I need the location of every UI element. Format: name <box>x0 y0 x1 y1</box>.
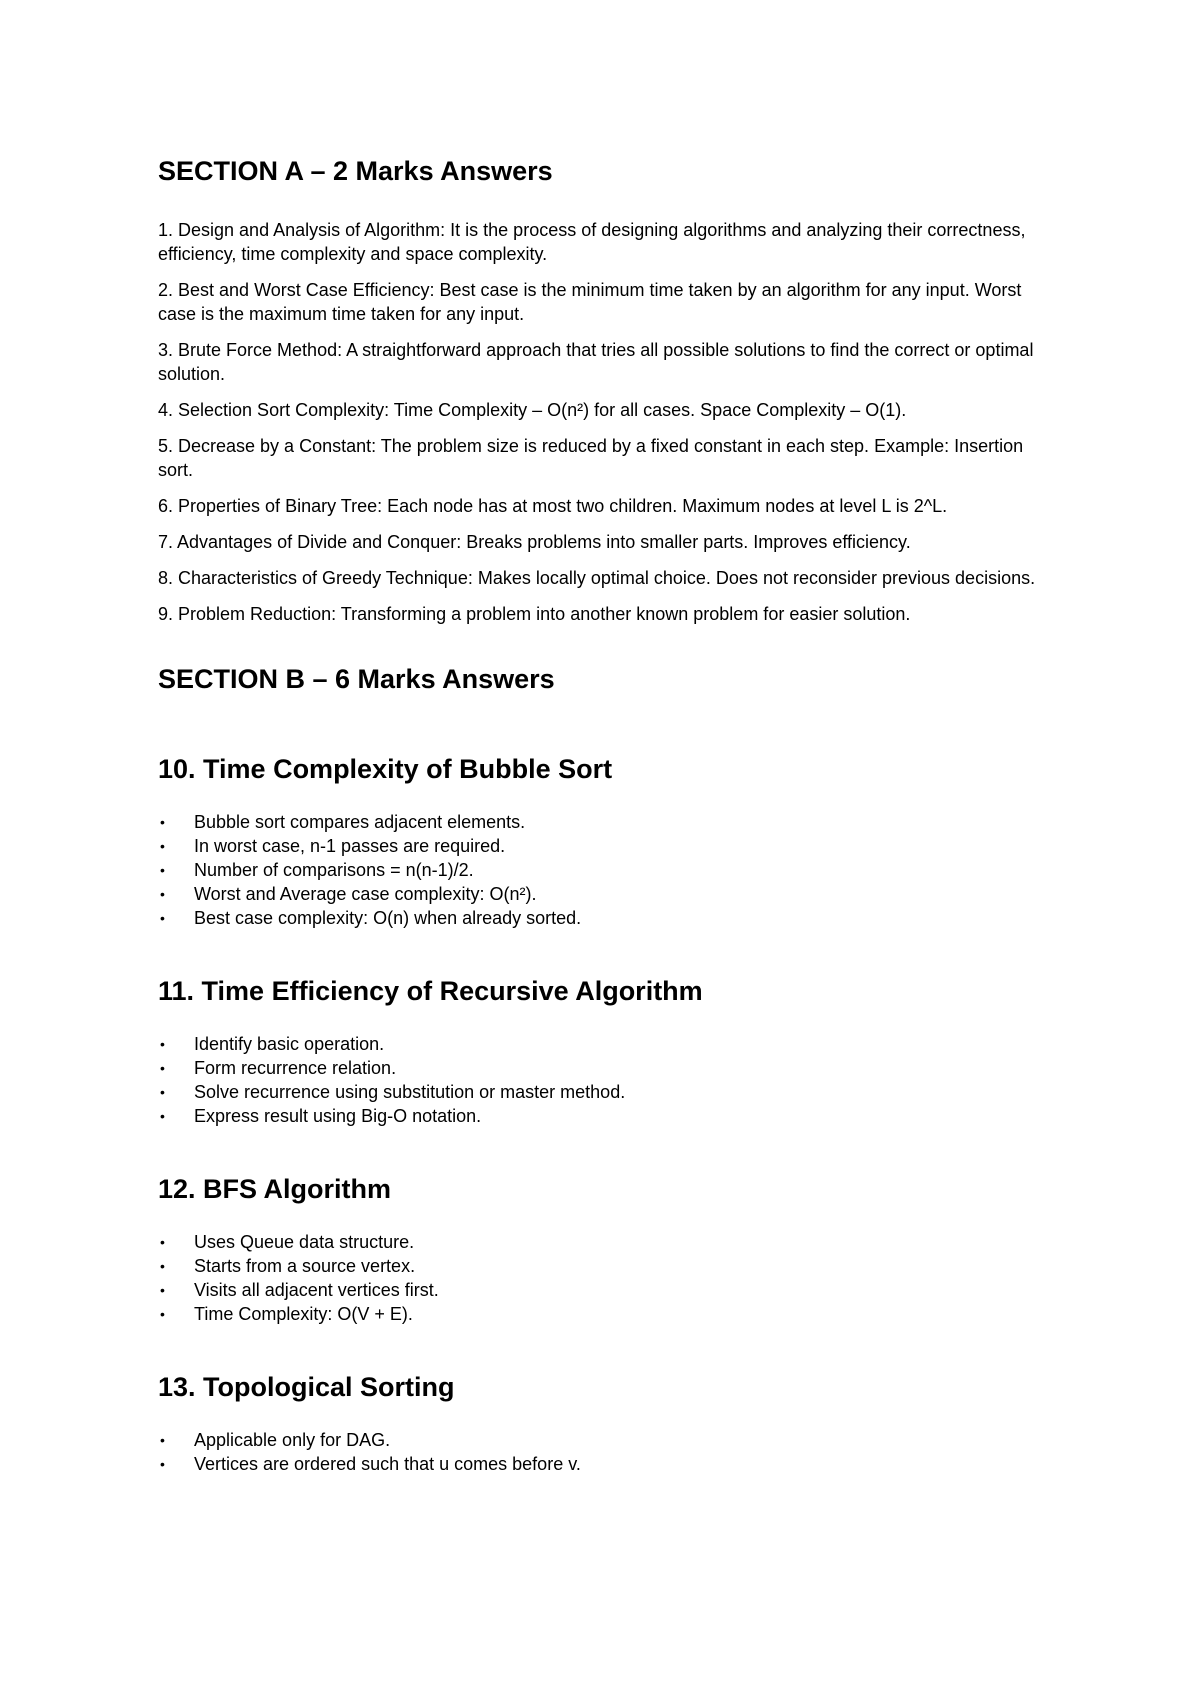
bullet-item <box>158 1428 1058 1452</box>
bullet-item <box>158 810 1058 834</box>
bullet-item <box>158 1032 1058 1056</box>
bullet-text: Best case complexity: O(n) when already sorted. <box>194 908 582 928</box>
bullet-text: Time Complexity: O(V + E). <box>194 1304 413 1324</box>
bullet-text: Starts from a source vertex. <box>194 1256 416 1276</box>
bullet-text: In worst case, n-1 passes are required. <box>194 836 506 856</box>
topic-bubble-sort <box>158 752 1058 930</box>
bullet-item <box>158 1080 1058 1104</box>
bullet-icon: • <box>160 1060 165 1076</box>
bullet-text: Solve recurrence using substitution or master method. <box>194 1082 626 1102</box>
bullet-item <box>158 882 1058 906</box>
bullet-item <box>158 1056 1058 1080</box>
answer-6: 6. Properties of Binary Tree: Each node has at most two children. Maximum nodes at level L is 2^L. <box>158 496 948 516</box>
bullet-icon: • <box>160 862 165 878</box>
answer-2: 2. Best and Worst Case Efficiency: Best case is the minimum time taken by an algorithm for any input. Worst case is the maximum time taken for any input. <box>158 280 1022 324</box>
bullet-list <box>158 1032 1058 1128</box>
answer-3: 3. Brute Force Method: A straightforward approach that tries all possible solutions to find the correct or optimal solution. <box>158 340 1034 384</box>
document-page <box>158 154 1058 1520</box>
bullet-item <box>158 1302 1058 1326</box>
topic-title: 12. BFS Algorithm <box>158 1174 392 1204</box>
topic-title: 13. Topological Sorting <box>158 1372 455 1402</box>
topic-bfs-algorithm <box>158 1172 1058 1326</box>
bullet-icon: • <box>160 910 165 926</box>
bullet-icon: • <box>160 886 165 902</box>
bullet-item <box>158 1104 1058 1128</box>
answer-1: 1. Design and Analysis of Algorithm: It is the process of designing algorithms and analyzing their correctness, efficiency, time complexity and space complexity. <box>158 220 1026 264</box>
bullet-icon: • <box>160 1456 165 1472</box>
bullet-icon: • <box>160 1108 165 1124</box>
bullet-text: Applicable only for DAG. <box>194 1430 391 1450</box>
bullet-item <box>158 1230 1058 1254</box>
answer-7: 7. Advantages of Divide and Conquer: Breaks problems into smaller parts. Improves efficiency. <box>158 532 911 552</box>
bullet-text: Bubble sort compares adjacent elements. <box>194 812 526 832</box>
bullet-text: Worst and Average case complexity: O(n²). <box>194 884 537 904</box>
bullet-text: Vertices are ordered such that u comes before v. <box>194 1454 581 1474</box>
bullet-icon: • <box>160 1036 165 1052</box>
topic-title: 11. Time Efficiency of Recursive Algorithm <box>158 976 703 1006</box>
bullet-item <box>158 1452 1058 1476</box>
bullet-icon: • <box>160 838 165 854</box>
bullet-text: Number of comparisons = n(n-1)/2. <box>194 860 474 880</box>
section-b-heading: SECTION B – 6 Marks Answers <box>158 664 555 694</box>
answer-5: 5. Decrease by a Constant: The problem size is reduced by a fixed constant in each step. Example: Insertion sort. <box>158 436 1024 480</box>
section-a-heading: SECTION A – 2 Marks Answers <box>158 156 553 186</box>
bullet-item <box>158 834 1058 858</box>
bullet-icon: • <box>160 1282 165 1298</box>
bullet-item <box>158 1254 1058 1278</box>
bullet-item <box>158 858 1058 882</box>
bullet-icon: • <box>160 1084 165 1100</box>
answer-8: 8. Characteristics of Greedy Technique: Makes locally optimal choice. Does not reconsider previous decisions. <box>158 568 1036 588</box>
bullet-text: Uses Queue data structure. <box>194 1232 415 1252</box>
bullet-text: Visits all adjacent vertices first. <box>194 1280 439 1300</box>
bullet-icon: • <box>160 1234 165 1250</box>
bullet-icon: • <box>160 1432 165 1448</box>
bullet-icon: • <box>160 1258 165 1274</box>
bullet-text: Express result using Big-O notation. <box>194 1106 482 1126</box>
bullet-item <box>158 1278 1058 1302</box>
answer-4: 4. Selection Sort Complexity: Time Complexity – O(n²) for all cases. Space Complexity – O(1). <box>158 400 907 420</box>
section-a-answers <box>158 218 1058 626</box>
bullet-item <box>158 906 1058 930</box>
topic-topological-sorting <box>158 1370 1058 1476</box>
bullet-text: Identify basic operation. <box>194 1034 385 1054</box>
bullet-icon: • <box>160 1306 165 1322</box>
topic-recursive-algorithm <box>158 974 1058 1128</box>
bullet-list <box>158 1428 1058 1476</box>
topic-title: 10. Time Complexity of Bubble Sort <box>158 754 613 784</box>
bullet-list <box>158 1230 1058 1326</box>
bullet-icon: • <box>160 814 165 830</box>
bullet-list <box>158 810 1058 930</box>
bullet-text: Form recurrence relation. <box>194 1058 397 1078</box>
answer-9: 9. Problem Reduction: Transforming a problem into another known problem for easier solution. <box>158 604 911 624</box>
